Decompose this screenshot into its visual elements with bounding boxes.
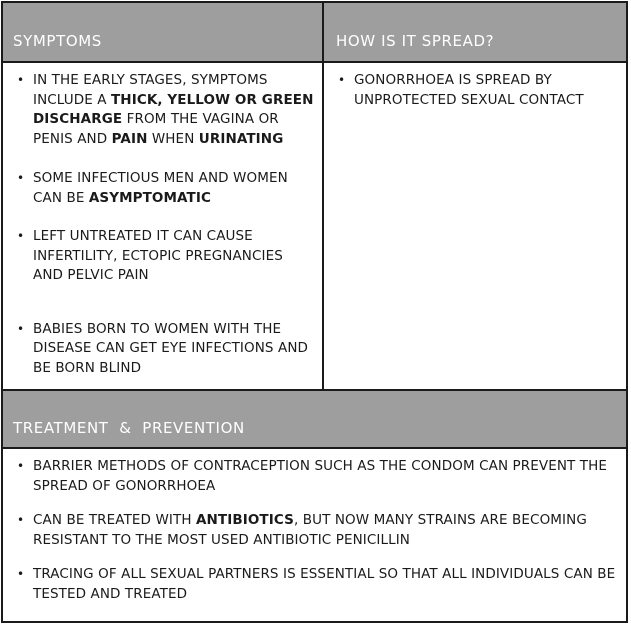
item-text: WHEN [147, 130, 199, 147]
item-text: FROM THE VAGINA OR PENIS AND [33, 111, 279, 147]
item-text: , BUT NOW MANY STRAINS ARE BECOMING RESISTANT TO THE MOST USED ANTIBIOTIC PENICILLIN [33, 512, 587, 548]
emphasis-text: ASYMPTOMATIC [88, 189, 211, 206]
list-item [15, 227, 314, 286]
item-text: BABIES BORN TO WOMEN WITH THE DISEASE CAN GET EYE INFECTIONS AND BE BORN BLIND [33, 320, 309, 376]
item-text: SOME INFECTIOUS MEN AND WOMEN CAN BE [33, 170, 288, 206]
item-text: BARRIER METHODS OF CONTRACEPTION SUCH AS THE CONDOM CAN PREVENT THE SPREAD OF GONORRHOEA [33, 458, 608, 494]
info-sheet [1, 1, 628, 623]
list-item [15, 457, 618, 496]
spread-panel [324, 3, 626, 391]
list-item [15, 511, 618, 550]
symptoms-header: SYMPTOMS [3, 3, 322, 63]
bullet-icon: • [17, 459, 25, 473]
bullet-icon: • [338, 73, 346, 87]
list-item [15, 565, 618, 604]
treatment-panel [3, 389, 626, 604]
item-text: IN THE EARLY STAGES, SYMPTOMS INCLUDE A [33, 72, 268, 108]
emphasis-text: THICK, YELLOW OR GREEN DISCHARGE [33, 91, 314, 127]
symptoms-list [15, 71, 314, 378]
treatment-header: TREATMENT & PREVENTION [3, 389, 626, 449]
top-row [3, 3, 626, 391]
item-text: CAN BE TREATED WITH [33, 512, 196, 528]
item-text: TRACING OF ALL SEXUAL PARTNERS IS ESSENTIAL SO THAT ALL INDIVIDUALS CAN BE TESTED AND TREATED [33, 566, 616, 602]
emphasis-text: URINATING [198, 130, 284, 147]
list-item [15, 169, 314, 208]
item-text: LEFT UNTREATED IT CAN CAUSE INFERTILITY, ECTOPIC PREGNANCIES AND PELVIC PAIN [33, 228, 283, 283]
spread-header: HOW IS IT SPREAD? [324, 3, 626, 63]
list-item [336, 71, 618, 110]
list-item [15, 71, 314, 149]
bullet-icon: • [17, 567, 25, 581]
bullet-icon: • [17, 513, 25, 527]
spread-list [336, 71, 618, 110]
symptoms-panel [3, 3, 324, 391]
bullet-icon: • [17, 73, 25, 87]
list-item [15, 320, 314, 379]
emphasis-text: PAIN [111, 130, 148, 147]
bullet-icon: • [17, 229, 25, 243]
treatment-list [15, 457, 618, 604]
emphasis-text: ANTIBIOTICS [195, 512, 294, 528]
bullet-icon: • [17, 171, 25, 185]
bullet-icon: • [17, 321, 25, 336]
item-text: GONORRHOEA IS SPREAD BY UNPROTECTED SEXUAL CONTACT [354, 72, 584, 108]
